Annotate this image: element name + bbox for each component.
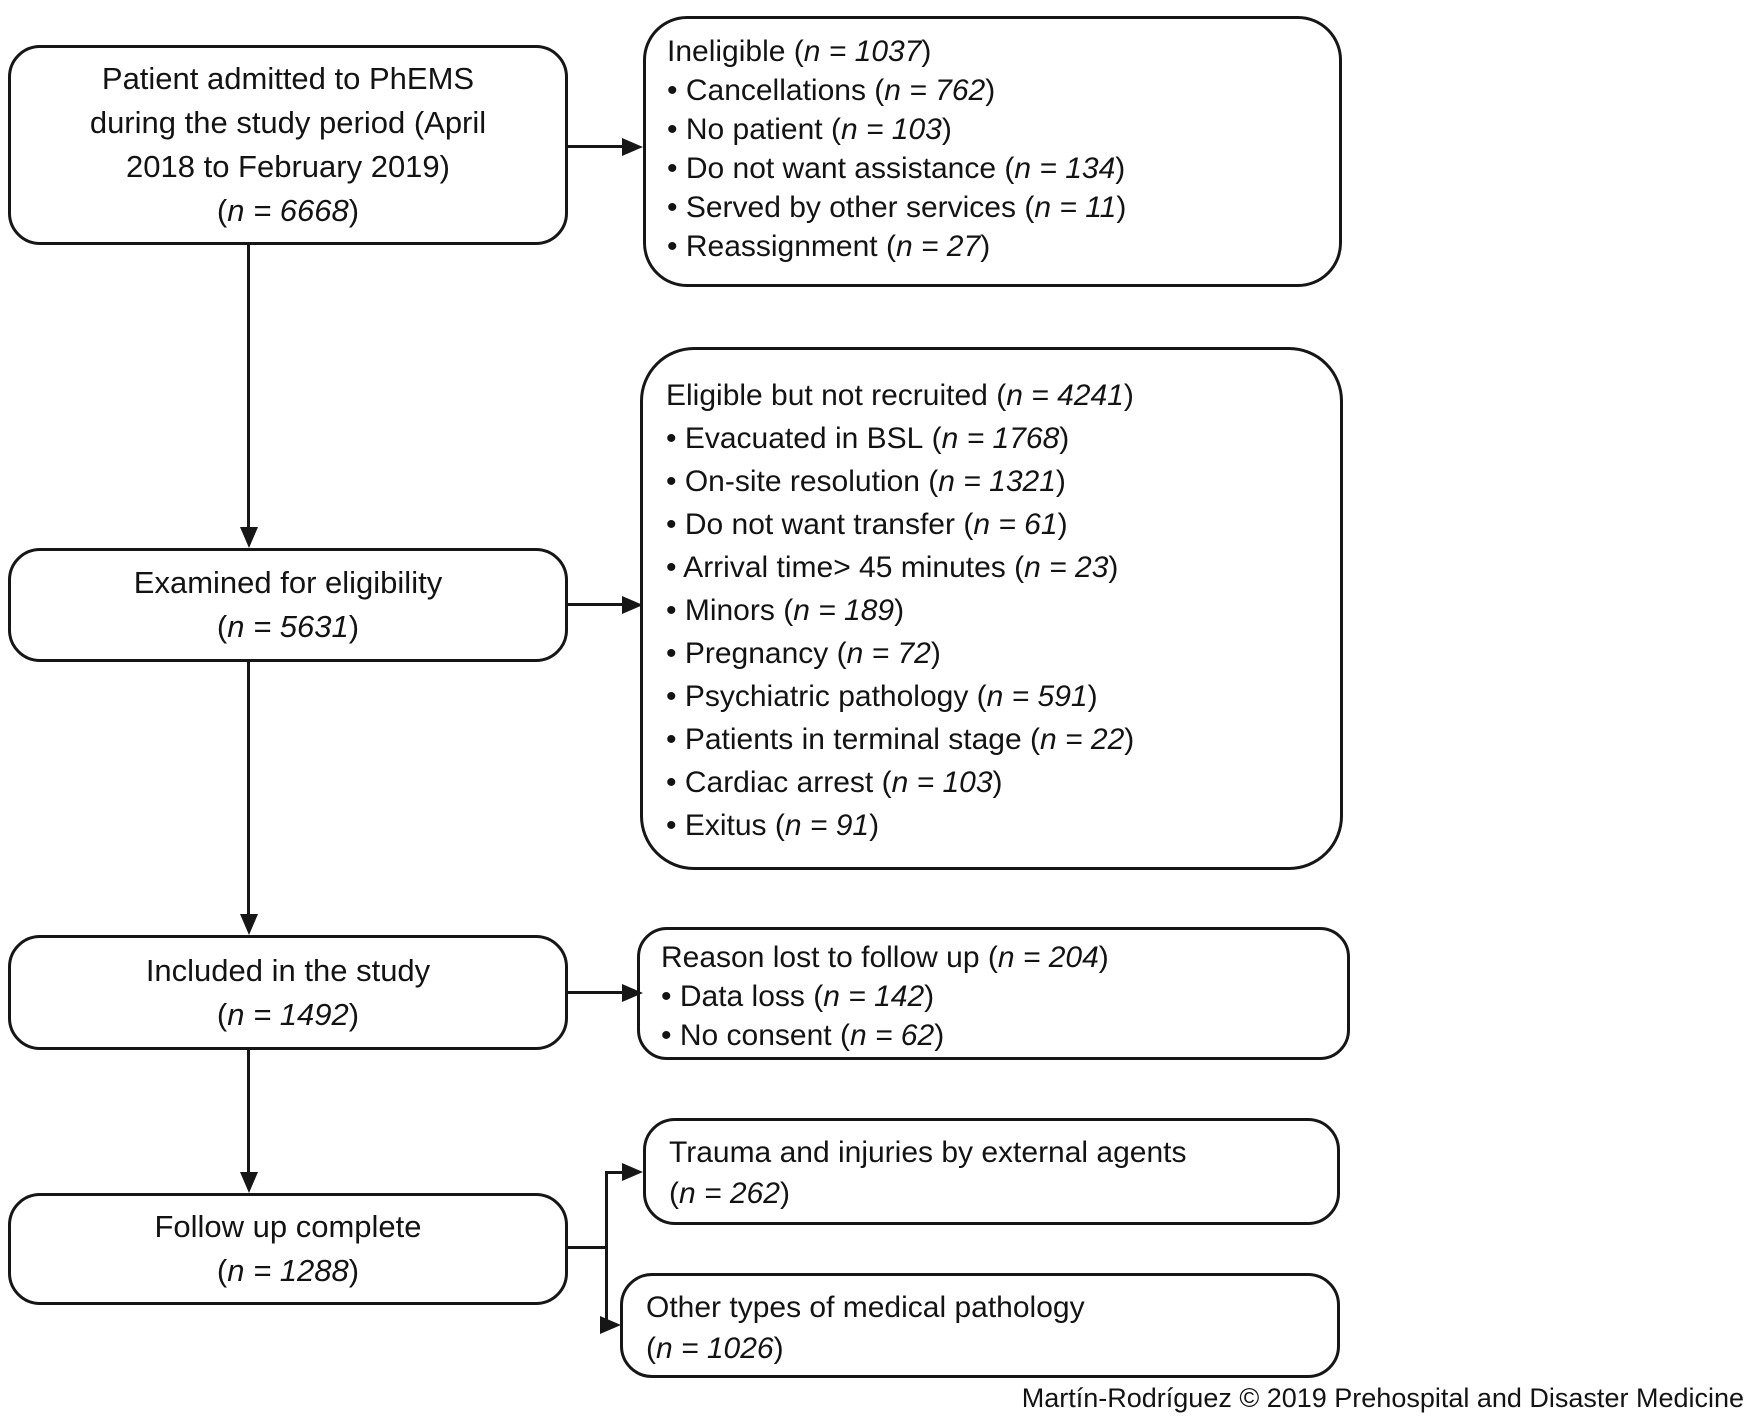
box-text-line: Reason lost to follow up (n = 204) [661, 941, 1109, 974]
box-text-line: (n = 262) [669, 1177, 790, 1210]
arrowhead-down [240, 1172, 258, 1193]
arrowhead-down [240, 914, 258, 935]
box-text-line: • Patients in terminal stage (n = 22) [666, 723, 1135, 756]
box-trauma-injuries [643, 1118, 1340, 1225]
box-text-line: Patient admitted to PhEMS [101, 61, 475, 96]
box-text-line: (n = 1026) [646, 1332, 784, 1365]
arrowhead-right [622, 138, 643, 156]
connector-followup-branch [605, 1171, 608, 1327]
box-text-line: Follow up complete [154, 1209, 422, 1244]
box-text-line: Ineligible (n = 1037) [667, 35, 932, 68]
box-text-line: • No consent (n = 62) [661, 1019, 945, 1052]
box-text-line: • Exitus (n = 91) [666, 809, 880, 842]
connector-included-to-followup [247, 1050, 250, 1174]
connector-included-to-lost [568, 991, 626, 994]
box-text-line: • Do not want transfer (n = 61) [666, 508, 1068, 541]
box-text-line: Examined for eligibility [133, 565, 443, 600]
box-text-line: • Psychiatric pathology (n = 591) [666, 680, 1098, 713]
box-text-line: Included in the study [145, 952, 431, 988]
box-included-in-study [8, 935, 568, 1050]
box-text-line: • Do not want assistance (n = 134) [667, 152, 1126, 185]
box-text-line: • Served by other services (n = 11) [667, 191, 1127, 224]
box-text-line: (n = 1288) [216, 1253, 360, 1288]
box-text-line: Trauma and injuries by external agents [669, 1136, 1187, 1169]
box-text-line: • Cancellations (n = 762) [667, 74, 996, 107]
box-follow-up-complete [8, 1193, 568, 1305]
box-text-line: • Pregnancy (n = 72) [666, 637, 941, 670]
connector-examined-to-included [247, 662, 250, 916]
connector-admitted-to-examined [247, 245, 250, 529]
box-text-line: (n = 5631) [216, 609, 360, 644]
connector-admitted-to-ineligible [568, 145, 626, 148]
box-text-line: • Data loss (n = 142) [661, 980, 935, 1013]
arrowhead-right [622, 1163, 643, 1181]
box-reason-lost-follow-up [637, 927, 1350, 1060]
figure-credit: Martín-Rodríguez © 2019 Prehospital and Disaster Medicine [1021, 1383, 1744, 1413]
box-text-line: • Reassignment (n = 27) [667, 230, 991, 263]
connector-examined-to-eligible [568, 603, 626, 606]
box-text-line: (n = 1492) [216, 996, 360, 1032]
box-examined-for-eligibility [8, 548, 568, 662]
box-text-line: • No patient (n = 103) [667, 113, 952, 146]
arrowhead-right [622, 984, 643, 1002]
arrowhead-down [240, 527, 258, 548]
connector-followup-stub [568, 1246, 608, 1249]
arrowhead-right [600, 1316, 621, 1334]
box-text-line: • Minors (n = 189) [666, 594, 905, 627]
box-other-pathology [620, 1273, 1340, 1378]
box-text-line: • Arrival time> 45 minutes (n = 23) [666, 551, 1119, 584]
box-text-line: • Evacuated in BSL (n = 1768) [666, 422, 1070, 455]
box-text-line: during the study period (April [89, 105, 487, 140]
box-text-line: • Cardiac arrest (n = 103) [666, 766, 1003, 799]
box-ineligible [643, 16, 1342, 287]
box-text-line: Eligible but not recruited (n = 4241) [666, 379, 1134, 412]
box-eligible-not-recruited [640, 347, 1343, 870]
box-text-line: Other types of medical pathology [646, 1291, 1085, 1324]
box-text-line: • On-site resolution (n = 1321) [666, 465, 1066, 498]
box-text-line: 2018 to February 2019) [126, 149, 450, 184]
box-patient-admitted [8, 45, 568, 245]
box-text-line: (n = 6668) [216, 193, 360, 228]
arrowhead-right [622, 596, 643, 614]
